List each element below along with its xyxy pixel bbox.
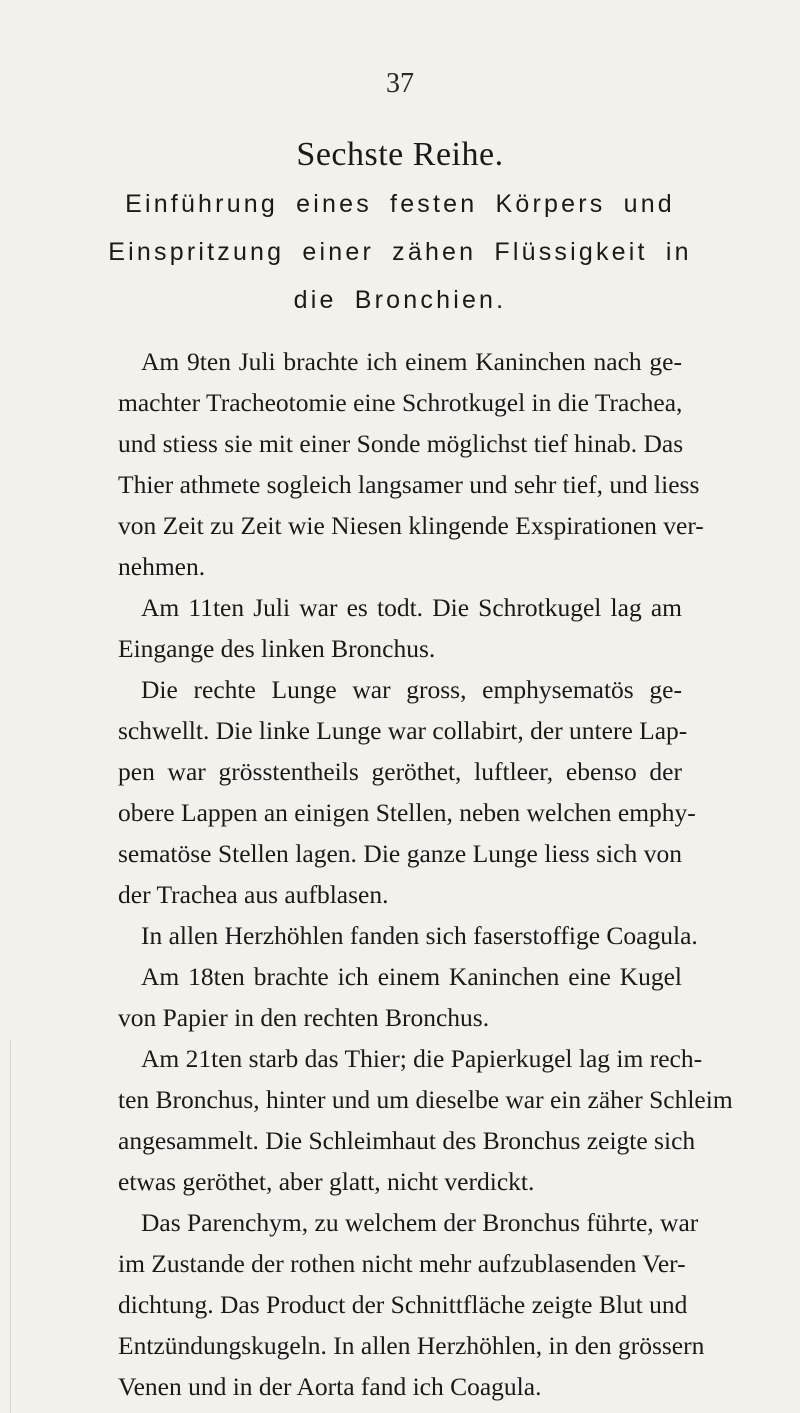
text-line: Am 18ten brachte ich einem Kaninchen eine Kugel <box>141 962 682 991</box>
text-line: von Zeit zu Zeit wie Niesen klingende Exspirationen ver- <box>118 511 704 540</box>
text-line: Eingange des linken Bronchus. <box>118 634 436 663</box>
text-line: Das Parenchym, zu welchem der Bronchus führte, war <box>141 1208 699 1237</box>
page-edge-shadow <box>10 1040 11 1413</box>
subtitle-line: Einspritzung einer zähen Flüssigkeit in <box>108 238 692 266</box>
text-line: obere Lappen an einigen Stellen, neben welchen emphy- <box>118 798 696 827</box>
text-line: Am 11ten Juli war es todt. Die Schrotkugel lag am <box>141 593 682 622</box>
text-line: der Trachea aus aufblasen. <box>118 880 389 909</box>
text-line: sematöse Stellen lagen. Die ganze Lunge liess sich von <box>118 839 682 868</box>
text-line: Thier athmete sogleich langsamer und sehr tief, und liess <box>118 470 700 499</box>
text-line: dichtung. Das Product der Schnittfläche zeigte Blut und <box>118 1290 688 1319</box>
text-line: angesammelt. Die Schleimhaut des Bronchus zeigte sich <box>118 1126 696 1155</box>
text-line: In allen Herzhöhlen fanden sich faserstoffige Coagula. <box>141 921 698 950</box>
text-line: von Papier in den rechten Bronchus. <box>118 1003 490 1032</box>
text-line: nehmen. <box>118 552 206 581</box>
text-line: ten Bronchus, hinter und um dieselbe war ein zäher Schleim <box>118 1085 733 1114</box>
text-line: etwas geröthet, aber glatt, nicht verdickt. <box>118 1167 535 1196</box>
text-line: Am 21ten starb das Thier; die Papierkugel lag im rech- <box>141 1044 703 1073</box>
text-line: Am 9ten Juli brachte ich einem Kaninchen nach ge- <box>141 347 682 376</box>
subtitle-line: die Bronchien. <box>293 286 507 314</box>
section-title: Sechste Reihe. <box>296 136 504 173</box>
text-line: schwellt. Die linke Lunge war collabirt, der untere Lap- <box>118 716 688 745</box>
text-line: machter Tracheotomie eine Schrotkugel in die Trachea, <box>118 388 683 417</box>
text-line: pen war grösstentheils geröthet, luftleer, ebenso der <box>118 757 682 786</box>
page-number: 37 <box>386 68 414 99</box>
text-line: Entzündungskugeln. In allen Herzhöhlen, in den grössern <box>118 1331 705 1360</box>
text-line: Die rechte Lunge war gross, emphysematös ge- <box>141 675 682 704</box>
subtitle-line: Einführung eines festen Körpers und <box>125 190 675 218</box>
text-line: im Zustande der rothen nicht mehr aufzublasenden Ver- <box>118 1249 686 1278</box>
text-line: und stiess sie mit einer Sonde möglichst tief hinab. Das <box>118 429 684 458</box>
text-line: Venen und in der Aorta fand ich Coagula. <box>118 1372 542 1401</box>
